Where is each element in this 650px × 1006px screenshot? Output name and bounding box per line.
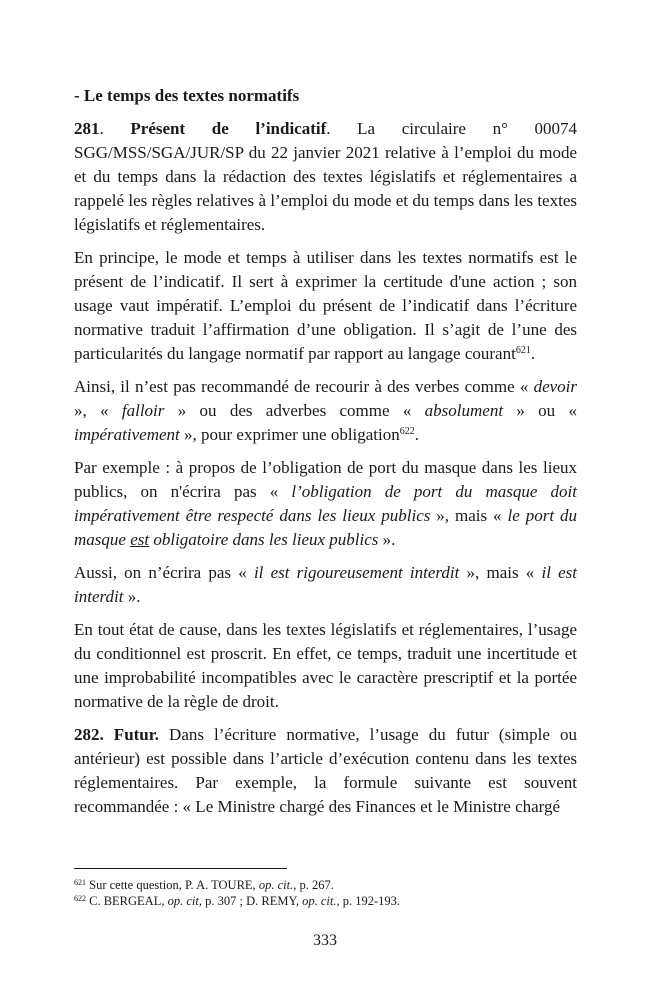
footnote-ref[interactable]: 621: [515, 345, 531, 356]
paragraph-aussi: Aussi, on n’écrira pas « il est rigoureusement interdit », mais « il est interdit ».: [74, 563, 577, 606]
paragraph-cause: En tout état de cause, dans les textes législatifs et réglementaires, l’usage du conditionnel est proscrit. En effet, ce temps, traduit une incertitude et une improbabilité incompatibles avec le caractère prescriptif et la portée normative de la règle de droit.: [74, 620, 577, 711]
paragraph-exemple: Par exemple : à propos de l’obligation de port du masque dans les lieux publics, on n'écrira pas « l’obligation de port du masque doit impérativement être respecté dans les lieux publics », mais « le port du masque est obligatoire dans les lieux publics ».: [74, 458, 577, 549]
footnotes: [74, 877, 577, 909]
paragraph-title: 282. Futur.: [74, 725, 159, 744]
paragraph-title: Présent de l’indicatif: [130, 119, 327, 138]
paragraph-281: 281. Présent de l’indicatif. La circulaire n° 00074 SGG/MSS/SGA/JUR/SP du 22 janvier 2021 relative à l’emploi du mode et du temps dans la rédaction des textes législatifs et réglementaires a rappelé les règles relatives à l’emploi du mode et du temps dans les textes législatifs et réglementaires.: [74, 119, 578, 234]
footnote-ref[interactable]: 622: [399, 426, 415, 437]
paragraph-principe: En principe, le mode et temps à utiliser dans les textes normatifs est le présent de l’indicatif. Il sert à exprimer la certitude d'une action ; son usage vaut impératif. L’emploi du présent de l’indicatif dans l’écriture normative traduit l’affirmation d’une obligation. Il s’agit de l’une des particularités du langage normatif par rapport au langage courant$^{621}$.: [74, 248, 577, 363]
main-text: [74, 84, 577, 828]
footnote-621: $^{621}$ Sur cette question, P. A. TOURE, op. cit., p. 267.: [74, 878, 334, 892]
footnote-divider: [74, 868, 287, 869]
paragraph-282: 282. Futur. Dans l’écriture normative, l’usage du futur (simple ou antérieur) est possible dans l’article d’exécution contenu dans les textes réglementaires. Par exemple, la formule suivante est souvent recommandée : « Le Ministre chargé des Finances et le Ministre chargé: [74, 725, 577, 816]
underlined-word: est: [130, 530, 150, 549]
paragraph-ainsi: Ainsi, il n’est pas recommandé de recourir à des verbes comme « devoir », « falloir » ou des adverbes comme « absolument » ou « impérativement », pour exprimer une obligation$^{622}$.: [74, 377, 577, 444]
section-heading: - Le temps des textes normatifs: [74, 86, 300, 105]
paragraph-number: 281: [74, 119, 100, 138]
footnote-622: $^{622}$ C. BERGEAL, op. cit, p. 307 ; D. REMY, op. cit., p. 192-193.: [74, 894, 401, 908]
page-number: 333: [313, 932, 337, 949]
